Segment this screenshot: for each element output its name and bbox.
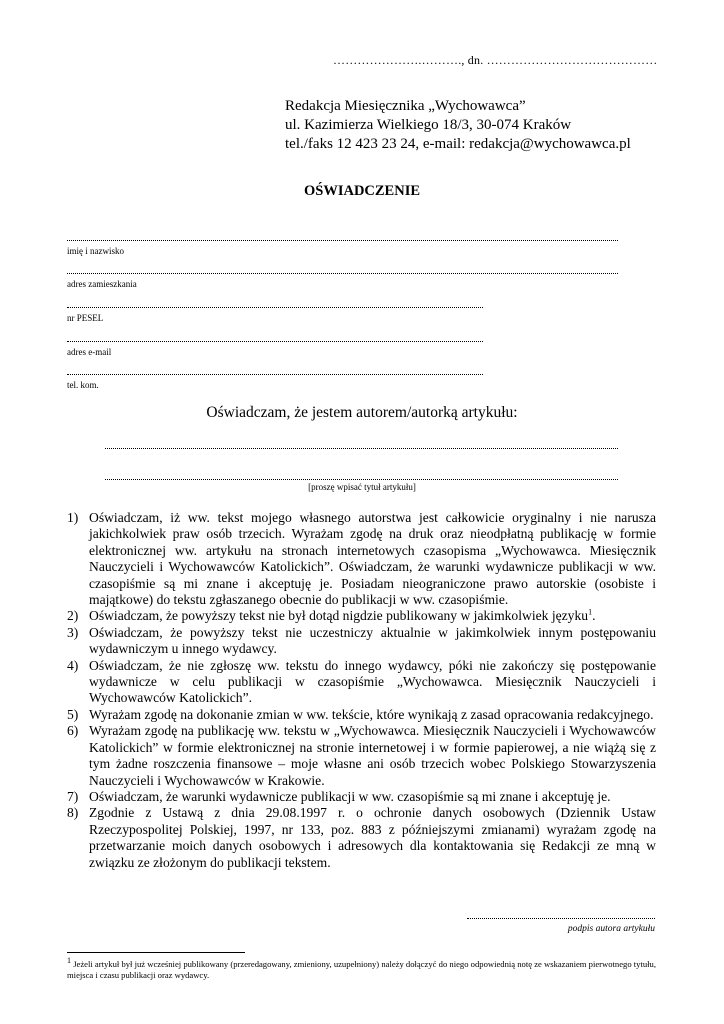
statement-number: 5) (67, 706, 79, 722)
address-field[interactable] (67, 273, 618, 274)
statement-text: Oświadczam, że nie zgłoszę ww. tekstu do innego wydawcy, póki nie zakończy się postępowanie wydawnicze w celu publikacji w czasopiśmie „Wychowawca. Miesięcznik Nauczycieli i Wychowawców Katolickich”. (89, 657, 656, 706)
name-field[interactable] (67, 240, 618, 241)
phone-label: tel. kom. (67, 380, 99, 390)
recipient-line-3: tel./faks 12 423 23 24, e-mail: redakcja@wychowawca.pl (285, 136, 631, 152)
statement-text: Oświadczam, że warunki wydawnicze publikacji w ww. czasopiśmie są mi znane i akceptuję je. (89, 788, 611, 804)
statement-text: Wyrażam zgodę na dokonanie zmian w ww. tekście, które wynikają z zasad opracowania redakcyjnego. (89, 706, 654, 722)
article-title-field-2[interactable] (105, 479, 618, 480)
signature-field[interactable] (467, 918, 655, 919)
statement-number: 2) (67, 608, 79, 624)
statement-text: Zgodnie z Ustawą z dnia 29.08.1997 r. o ochronie danych osobowych (Dziennik Ustaw Rzeczypospolitej Polskiej, 1997, nr 133, poz. 883 z późniejszymi zmianami) wyrażam zgodę na przetwarzanie moich danych osobowych i adresowych dla kontaktowania się Redakcji ze mną w związku ze złożonym do publikacji tekstem. (89, 805, 656, 870)
statement-item (67, 805, 656, 871)
statement-item (67, 707, 656, 723)
signature-label: podpis autora artykułu (567, 924, 655, 934)
statement-item (67, 625, 656, 658)
declaration-heading: Oświadczam, że jestem autorem/autorką artykułu: (206, 404, 518, 421)
name-label: imię i nazwisko (67, 246, 124, 256)
statements-list (67, 510, 656, 871)
recipient-address (285, 97, 631, 154)
statement-item (67, 608, 656, 624)
statement-item (67, 510, 656, 608)
pesel-field[interactable] (67, 307, 483, 308)
footnote-text: Jeżeli artykuł był już wcześniej publikowany (przeredagowany, zmieniony, uzupełniony) należy dołączyć do niego odpowiednią notę ze wskazaniem pierwotnego tytułu, miejsca i czasu publikacji oraz wydawcy. (67, 959, 656, 980)
email-field[interactable] (67, 341, 483, 342)
statement-text: Oświadczam, że powyższy tekst nie był dotąd nigdzie publikowany w jakimkolwiek języku (89, 608, 589, 624)
recipient-line-2: ul. Kazimierza Wielkiego 18/3, 30-074 Kraków (285, 117, 572, 133)
place-date-line[interactable]: ………………….………., dn. …………………………………… (333, 53, 658, 67)
statement-tail: . (592, 608, 596, 624)
recipient-line-1: Redakcja Miesięcznika „Wychowawca” (285, 98, 526, 114)
statement-text: Oświadczam, że powyższy tekst nie uczestniczy aktualnie w jakimkolwiek innym postępowaniu wydawniczym u innego wydawcy. (89, 624, 656, 657)
pesel-label: nr PESEL (67, 313, 104, 323)
statement-item (67, 789, 656, 805)
footnote-reference[interactable]: 1 (588, 607, 593, 617)
phone-field[interactable] (67, 374, 483, 375)
statement-item (67, 723, 656, 789)
footnote-divider (67, 952, 245, 953)
statement-number: 6) (67, 723, 79, 739)
article-title-hint: [proszę wpisać tytuł artykułu] (308, 482, 416, 492)
statement-text: Oświadczam, iż ww. tekst mojego własnego autorstwa jest całkowicie oryginalny i nie narusza jakichkolwiek praw osób trzecich. Wyrażam zgodę na druk oraz nieodpłatną publikację w formie elektronicznej ww. artykułu na stronach internetowych czasopisma „Wychowawca. Miesięcznik Nauczycieli i Wychowawców Katolickich”. Oświadczam, że warunki wydawnicze publikacji w ww. czasopiśmie są mi znane i akceptuję je. Posiadam nieograniczone prawo autorskie (osobiste i majątkowe) do tekstu zgłaszanego obecnie do publikacji w ww. czasopiśmie. (89, 510, 656, 608)
footnote (67, 956, 656, 981)
footnote-mark: 1 (67, 956, 71, 966)
statement-item (67, 658, 656, 707)
statement-text: Wyrażam zgodę na publikację ww. tekstu w „Wychowawca. Miesięcznik Nauczycieli i Wychowawców Katolickich” w formie elektronicznej na stronie internetowej i w formie papierowej, a nie wiążą się z tym żadne roszczenia finansowe – moje własne ani osób trzecich wobec Polskiego Stowarzyszenia Nauczycieli i Wychowawców w Krakowie. (89, 723, 656, 788)
document-title: OŚWIADCZENIE (303, 183, 421, 199)
statement-number: 4) (67, 657, 79, 673)
email-label: adres e-mail (67, 347, 112, 357)
address-label: adres zamieszkania (67, 279, 137, 289)
statement-number: 8) (67, 805, 79, 821)
article-title-field-1[interactable] (105, 448, 618, 449)
statement-number: 1) (67, 510, 79, 525)
statement-number: 3) (67, 624, 79, 640)
statement-number: 7) (67, 788, 79, 804)
